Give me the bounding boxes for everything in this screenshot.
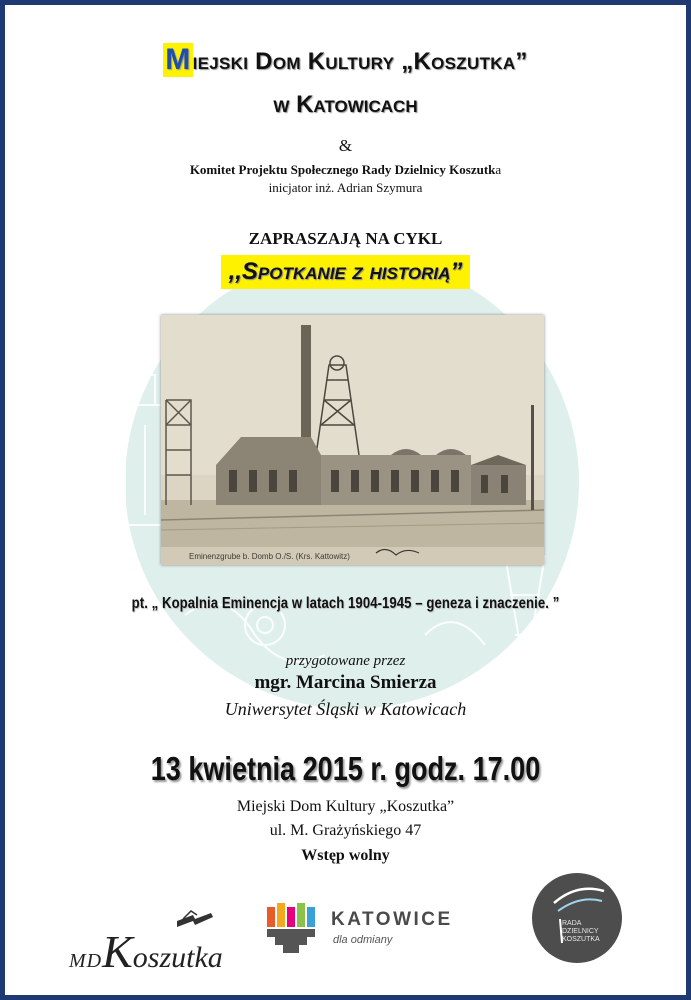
mdk-md: MD (69, 950, 103, 972)
committee-name (5, 162, 686, 178)
organizer-title-line2: w Katowicach (273, 91, 418, 118)
event-address: ul. M. Grażyńskiego 47 (269, 822, 422, 839)
photo-caption: Eminenzgrube b. Domb O./S. (Krs. Kattowitz) (189, 552, 350, 561)
event-venue: Miejski Dom Kultury „Koszutka” (236, 798, 455, 815)
katowice-logo (263, 901, 463, 965)
prepared-by-label: przygotowane przez (285, 653, 406, 669)
entry-info: Wstęp wolny (301, 847, 390, 864)
initiator: inicjator inż. Adrian Szymura (268, 180, 423, 195)
series-title: ,,Spotkanie z historią” (221, 255, 471, 289)
title-line1-rest: iejski Dom Kultury „Koszutka” (192, 48, 528, 75)
rada-line1: RADA (562, 920, 582, 927)
invitation-intro: ZAPRASZAJĄ NA CYKL (248, 229, 443, 248)
rada-swoosh-icon (532, 873, 622, 963)
committee-name-tail: a (495, 162, 502, 177)
katowice-name: KATOWICE (331, 909, 453, 930)
mdk-k: K (102, 926, 133, 977)
katowice-emblem-icon (263, 901, 323, 961)
lecture-title: pt. „ Kopalnia Eminencja w latach 1904-1945 – geneza i znaczenie. ” (131, 595, 560, 612)
title-first-letter: M (165, 43, 191, 76)
ampersand: & (338, 136, 353, 155)
series-title-wrap (5, 255, 686, 289)
rada-text (562, 920, 600, 944)
speaker-name: mgr. Marcina Smierza (254, 672, 437, 693)
mdk-koszutka-logo (69, 903, 249, 977)
rada-dzielnicy-logo (532, 873, 622, 963)
rada-line3: KOSZUTKA (562, 936, 600, 943)
historic-mine-photo (161, 315, 544, 565)
committee-name-bold: Komitet Projektu Społecznego Rady Dzielnicy Koszutk (189, 162, 496, 177)
event-datetime: 13 kwietnia 2015 r. godz. 17.00 (150, 750, 541, 787)
katowice-slogan: dla odmiany (333, 934, 393, 946)
mdk-rest: oszutka (132, 941, 223, 974)
organizer-title-line1 (5, 43, 686, 77)
mdk-wordmark (69, 925, 223, 978)
rada-line2: DZIELNICY (562, 928, 599, 935)
speaker-affiliation: Uniwersytet Śląski w Katowicach (224, 699, 467, 719)
mine-photo-illustration (161, 315, 544, 565)
